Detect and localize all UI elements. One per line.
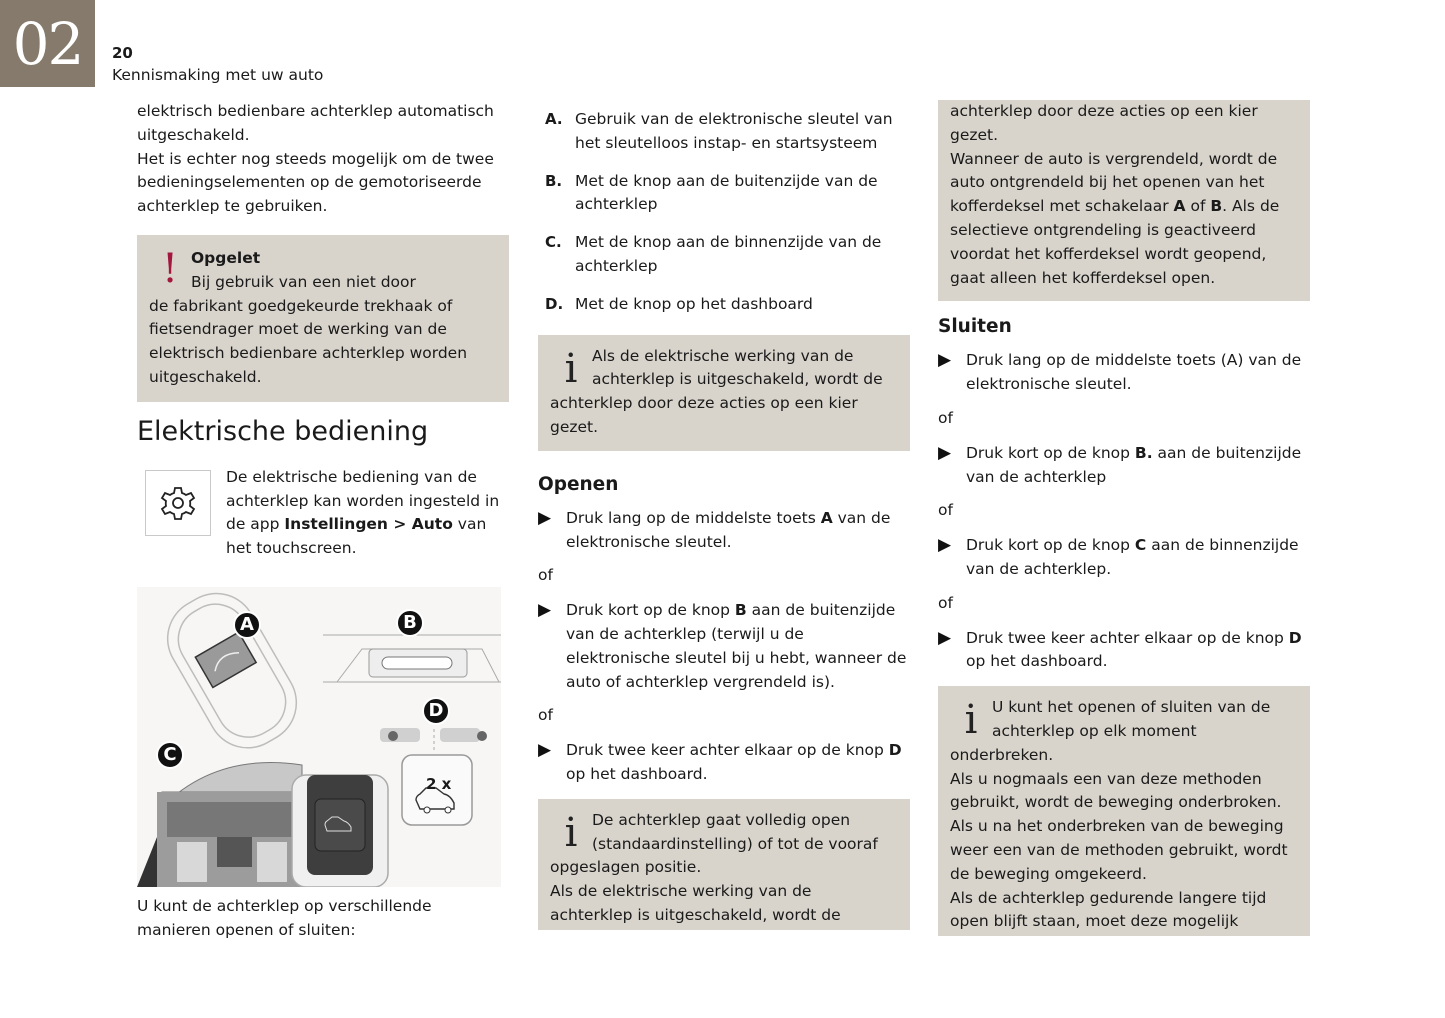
heading-sluiten: Sluiten <box>938 316 1012 338</box>
column-1 <box>137 100 509 943</box>
settings-text-before: De elektrische bediening van de achterklep kan worden ingesteld in de app <box>226 467 500 534</box>
or-separator: of <box>538 566 553 585</box>
step-text: Druk lang op de middelste toets <box>566 508 821 527</box>
heading-openen: Openen <box>538 473 619 495</box>
callout-a: A <box>233 611 261 639</box>
info-box-open-position <box>538 799 910 930</box>
info-lead-text: Als de elektrische werking van de achterklep is uitgeschakeld, wordt de <box>592 346 883 389</box>
info-box-interrupt <box>938 686 1310 936</box>
arrow-right-icon: ▶ <box>938 350 952 371</box>
chapter-tab <box>0 0 95 87</box>
info-rest-text-2: Als de elektrische werking van de achterklep is uitgeschakeld, wordt de <box>550 882 841 924</box>
arrow-right-icon: ▶ <box>938 535 952 556</box>
method-item-c <box>538 231 910 279</box>
column-3 <box>938 100 1310 936</box>
arrow-right-icon: ▶ <box>538 740 552 761</box>
method-letter: D. <box>545 294 564 313</box>
or-separator: of <box>938 501 953 520</box>
open-step-3 <box>538 739 910 787</box>
step-text: op het dashboard. <box>966 652 1108 671</box>
warning-box <box>137 235 509 402</box>
method-letter: A. <box>545 110 563 128</box>
step-text: Druk kort op de knop <box>966 536 1135 555</box>
step-key: C <box>1134 536 1147 555</box>
method-text: Met de knop op het dashboard <box>575 294 813 313</box>
method-item-d <box>538 293 910 317</box>
method-list <box>538 108 910 317</box>
info-text: of <box>1185 197 1211 216</box>
info-rest-text: opgeslagen positie. <box>550 858 702 877</box>
method-item-b <box>538 170 910 218</box>
intro-paragraph-1: elektrisch bedienbare achterklep automatisch uitgeschakeld. <box>137 102 494 144</box>
info-rest-line-1: onderbreken. <box>950 745 1054 764</box>
arrow-right-icon: ▶ <box>938 442 952 463</box>
arrow-right-icon: ▶ <box>538 507 552 528</box>
chapter-number: 02 <box>12 9 83 78</box>
info-lead-text: De achterklep gaat volledig open (standaardinstelling) of tot de vooraf <box>592 810 878 853</box>
method-letter: B. <box>545 171 563 190</box>
exclamation-icon: ! <box>161 245 179 292</box>
arrow-right-icon: ▶ <box>538 600 552 621</box>
key-fob-illustration <box>137 587 501 887</box>
step-text: Druk kort op de knop <box>966 443 1135 462</box>
warning-title: Opgelet <box>191 248 261 267</box>
info-icon: i <box>564 345 578 392</box>
step-text: aan de buitenzijde van de achterklep <box>966 443 1302 486</box>
gear-icon <box>155 480 201 526</box>
column-2 <box>538 108 910 930</box>
warning-text-rest: de fabrikant goedgekeurde trekhaak of fietsendrager moet de werking van de elektrisch bedienbare achterklep worden uitgeschakeld. <box>149 296 468 386</box>
close-step-4 <box>938 627 1310 675</box>
open-step-2 <box>538 599 910 694</box>
step-text: op het dashboard. <box>566 764 708 783</box>
settings-separator: > <box>387 515 412 534</box>
arrow-right-icon: ▶ <box>938 627 952 648</box>
switch-b: B <box>1210 197 1223 216</box>
info-cont-line-1: achterklep door deze acties op een kier gezet. <box>950 102 1258 144</box>
page-number: 20 <box>112 44 133 62</box>
section-title: Kennismaking met uw auto <box>112 66 324 84</box>
info-cont-line-2 <box>950 148 1298 291</box>
method-text: Met de knop aan de buitenzijde van de achterklep <box>575 171 878 214</box>
callout-d: D <box>422 697 450 725</box>
or-separator: of <box>938 593 953 612</box>
callout-b: B <box>396 609 424 637</box>
step-text: Druk kort op de knop <box>566 601 735 620</box>
step-text: van de elektronische sleutel. <box>566 508 891 551</box>
info-text: . Als de selectieve ontgrendeling is geactiveerd voordat het kofferdeksel wordt geopend, gaat alleen het kofferdeksel open. <box>950 197 1280 287</box>
close-step-3 <box>938 534 1310 582</box>
step-key: D <box>1288 628 1302 647</box>
step-key: B <box>734 601 747 620</box>
callout-c: C <box>156 741 184 769</box>
method-letter: C. <box>545 233 562 252</box>
step-key: D <box>888 741 902 760</box>
step-text: aan de binnenzijde van de achterklep. <box>966 536 1299 578</box>
outro-paragraph: U kunt de achterklep op verschillende manieren openen of sluiten: <box>137 896 432 939</box>
step-text: aan de buitenzijde van de achterklep (terwijl u de elektronische sleutel bij u hebt, wanneer de auto of achterklep vergrendeld is). <box>566 601 907 691</box>
dashboard-press-count: 2 x <box>426 774 452 793</box>
method-item-a <box>538 108 910 156</box>
warning-text-lead: Bij gebruik van een niet door <box>191 272 416 291</box>
settings-menu-name: Auto <box>411 515 453 534</box>
method-text: Met de knop aan de binnenzijde van de achterklep <box>575 233 882 275</box>
step-text: Druk twee keer achter elkaar op de knop <box>566 741 889 760</box>
info-text: Wanneer de auto is vergrendeld, wordt de auto ontgrendeld bij het openen van het kofferdeksel met schakelaar <box>950 149 1278 216</box>
info-rest-text: achterklep door deze acties op een kier gezet. <box>550 394 858 436</box>
info-rest-line-3: Als u na het onderbreken van de beweging weer een van de methoden gebruikt, wordt de beweging omgekeerd. <box>950 817 1288 883</box>
step-key: A <box>820 508 833 527</box>
info-icon: i <box>964 697 978 744</box>
info-rest-line-2: Als u nogmaals een van deze methoden gebruikt, wordt de beweging onderbroken. <box>950 769 1282 812</box>
step-text: Druk lang op de middelste toets (A) van de elektronische sleutel. <box>966 351 1302 394</box>
info-icon: i <box>564 809 578 856</box>
or-separator: of <box>938 408 953 427</box>
close-step-1 <box>938 349 1310 397</box>
info-box-continued <box>938 100 1310 301</box>
tailgate-controls-figure <box>137 587 501 887</box>
close-step-2 <box>938 442 1310 490</box>
settings-app-name: Instellingen <box>284 515 388 534</box>
method-text: Gebruik van de elektronische sleutel van het sleutelloos instap- en startsysteem <box>575 110 893 152</box>
settings-text-after: van het touchscreen. <box>226 515 487 558</box>
info-box-disabled <box>538 335 910 451</box>
or-separator: of <box>538 706 553 725</box>
info-rest-line-4: Als de achterklep gedurende langere tijd open blijft staan, moet deze mogelijk <box>950 888 1267 931</box>
heading-elektrische-bediening: Elektrische bediening <box>137 415 429 447</box>
settings-note <box>137 466 509 561</box>
step-text: Druk twee keer achter elkaar op de knop <box>966 628 1289 647</box>
settings-icon-frame <box>145 470 211 536</box>
step-key: B. <box>1134 443 1153 462</box>
intro-paragraph-2: Het is echter nog steeds mogelijk om de twee bedieningselementen op de gemotoriseerde achterklep te gebruiken. <box>137 149 494 216</box>
switch-a: A <box>1173 197 1186 216</box>
open-step-1 <box>538 507 910 555</box>
info-lead-text: U kunt het openen of sluiten van de achterklep op elk moment <box>992 698 1271 740</box>
